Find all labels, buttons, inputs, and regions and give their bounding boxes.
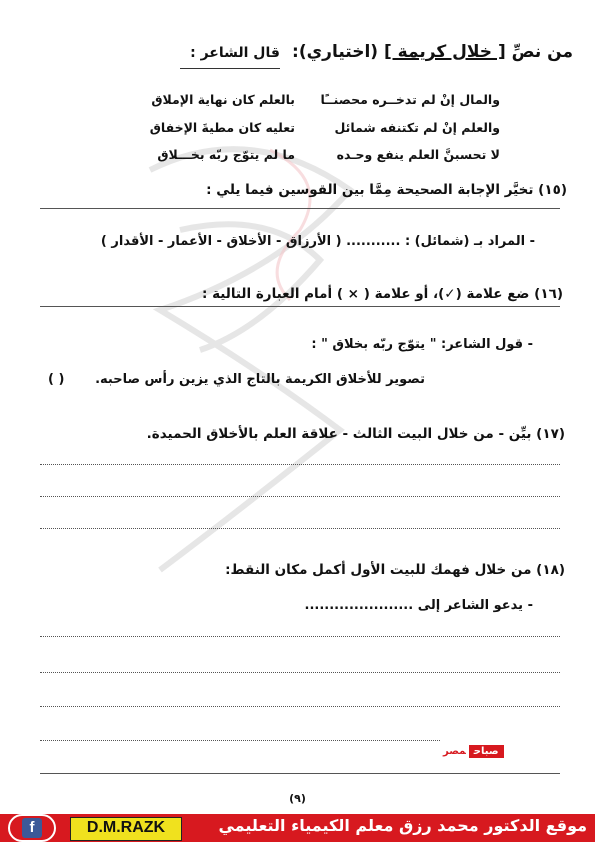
answer-box[interactable]: ( ) <box>48 372 65 387</box>
facebook-icon[interactable]: f <box>22 818 42 838</box>
title-main: [ خلال كريمة ] <box>383 42 506 62</box>
answer-line[interactable] <box>40 706 560 707</box>
question-16-title: (١٦) ضع علامة (✓)، أو علامة ( × ) أمام العبارة التالية : <box>201 286 563 302</box>
lesson-title <box>243 42 573 62</box>
poet-underline <box>180 68 280 69</box>
answer-line[interactable] <box>40 672 560 673</box>
question-15-title: (١٥) تخيَّر الإجابة الصحيحة مِمَّا بين القوسين فيما يلي : <box>206 182 567 198</box>
verse-1-first: والمال إنْ لم تدخــره محصنــًا <box>320 92 500 107</box>
verse-3-first: لا تحسبنَّ العلم ينفع وحـده <box>336 147 500 162</box>
brand-box[interactable] <box>70 817 182 841</box>
verse-3-second: ما لم يتوّج ربّه بخـــلاق <box>157 147 295 162</box>
question-15-item: - المراد بـ (شمائل) : ........... ( الأرزاق - الأخلاق - الأعمار - الأقدار ) <box>100 234 535 249</box>
logo-black: مصر <box>443 746 466 757</box>
footer-divider <box>40 773 560 774</box>
answer-line[interactable] <box>40 740 440 741</box>
footer-banner <box>0 814 595 842</box>
answer-line[interactable] <box>40 528 560 529</box>
question-16-statement: تصوير للأخلاق الكريمة بالتاج الذي يزين رأس صاحبه. <box>95 372 425 387</box>
answer-line[interactable] <box>40 464 560 465</box>
verse-1-second: بالعلم كان نهاية الإملاق <box>151 92 295 107</box>
brand-text: D.M.RAZK <box>86 819 166 836</box>
divider <box>40 306 560 307</box>
verse-2-second: تعليه كان مطيةَ الإخفاق <box>149 120 295 135</box>
divider <box>40 208 560 209</box>
verse-2-first: والعلم إنْ لم تكتنفه شمائل <box>334 120 500 135</box>
page-number: (٩) <box>289 792 306 805</box>
question-17-title: (١٧) بيِّن - من خلال البيت الثالث - علاقة العلم بالأخلاق الحميدة. <box>146 426 565 442</box>
answer-line[interactable] <box>40 636 560 637</box>
title-suffix: (اختياري): <box>292 42 379 62</box>
banner-text: موقع الدكتور محمد رزق معلم الكيمياء التعليمي <box>218 816 587 835</box>
question-18-item: - يدعو الشاعر إلى ...................... <box>304 598 533 613</box>
answer-line[interactable] <box>40 496 560 497</box>
logo-red: صباح <box>469 745 504 758</box>
question-16-item: - قول الشاعر: " يتوّج ربّه بخلاق " : <box>311 337 533 352</box>
source-logo <box>440 746 504 760</box>
question-18-title: (١٨) من خلال فهمك للبيت الأول أكمل مكان النقط: <box>225 562 565 578</box>
title-prefix: من نصِّ <box>511 42 573 62</box>
poet-label: قال الشاعر : <box>190 45 280 61</box>
